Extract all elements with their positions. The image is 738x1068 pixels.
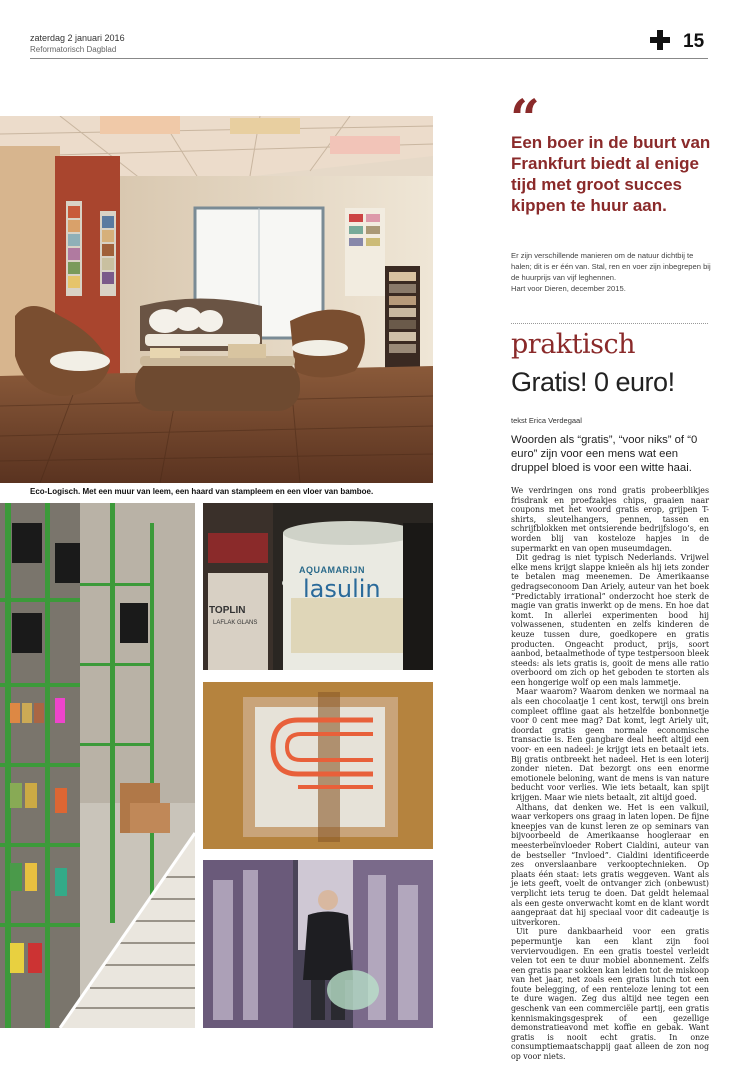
- article-paragraph: Dit gedrag is niet typisch Nederlands. Vrijwel elke mens krijgt slappe knieën als hij iets zonder te betalen mag meenemen. De Amerikaanse gedragseconoom Dan Ariely, auteur van het boek “Predictably irrational” onderzocht hoe sterk de magie van gratis inwerkt op de mens. En hoe dat komt. In allerlei experimenten bood hij volwassenen, studenten en zelfs kinderen de keuze tussen dure, goedkopere en gratis producten. Ongeacht product, prijs, soort aanbod, betaalmethode of type testpersoon bleek steeds: als iets gratis is, gooit de mens alle ratio overboord om zich op het geboden te storten als een hongerige wolf op een mals lammetje.: [511, 553, 709, 687]
- shop-aisle-illustration: [0, 503, 195, 1028]
- header-date: zaterdag 2 januari 2016: [30, 33, 125, 43]
- article-body: [511, 486, 709, 1062]
- section-kicker: praktisch: [511, 329, 636, 360]
- showroom-photo: [0, 116, 433, 483]
- article-paragraph: We verdringen ons rond gratis probeerblikjes frisdrank en proefzakjes chips, graaien naar coupons met het woord gratis erop, grijpen T-shirts, sleutelhangers, pennen, tassen en schrijfblokken met ontsierende bedrijfslogo’s, en worden blij van kosteloze hapjes in de supermarkt en van open museumdagen.: [511, 486, 709, 553]
- article-byline: tekst Erica Verdegaal: [511, 416, 582, 425]
- showroom-illustration: [0, 116, 433, 483]
- page-number: 15: [683, 31, 705, 52]
- clay-wall-illustration: [203, 682, 433, 849]
- article-paragraph: Althans, dat denken we. Het is een valkuil, waar verkopers ons graag in laten lopen. De fijne kneepjes van de kunst leren ze op seminars van bijvoorbeeld de Amerikaanse hoogleraar en meesterbeïnvloeder Robert Cialdini, auteur van de bestseller “Invloed”. Cialdini identificeerde zes onverslaanbare verkooptechnieken. Op plaats één staat: iets gratis weggeven. Want als je iets geeft, voelt de ontvanger zich (onbewust) verplicht iets terug te doen. Dat geldt helemaal als een geste onverwacht komt en de klant wordt aangepraat dat hij speciaal voor dit cadeautje is uitverkoren.: [511, 802, 709, 927]
- paint-can-brand: AQUAMARIJN: [299, 565, 366, 575]
- article-intro: Woorden als “gratis”, “voor niks” of “0 euro” zijn voor een mens wat een druppel bloed is voor een witte haai.: [511, 434, 698, 474]
- header-paper-name: Reformatorisch Dagblad: [30, 45, 117, 54]
- quote-source: [511, 250, 711, 294]
- photo-caption: Eco-Logisch. Met een muur van leem, een haard van stampleem en een vloer van bamboe.: [30, 487, 374, 496]
- quote-mark: “: [510, 89, 540, 150]
- paint-cans-photo: [203, 503, 433, 670]
- quote-source-reference: Hart voor Dieren, december 2015.: [511, 284, 626, 293]
- man-in-shop-photo: [203, 860, 433, 1028]
- quote-source-text: Er zijn verschillende manieren om de natuur dichtbij te halen; dit is er één van. Stal, ren en voer zijn inbegrepen bij de huurprijs van vijf leghennen.: [511, 251, 711, 282]
- header-divider: [30, 58, 708, 59]
- pull-quote: Een boer in de buurt van Frankfurt biedt al enige tijd met groot succes kippen te huur aan.: [511, 133, 711, 215]
- article-title: Gratis! 0 euro!: [511, 367, 675, 397]
- man-in-shop-illustration: [203, 860, 433, 1028]
- plus-logo-icon: [650, 30, 670, 50]
- article-paragraph: Uit pure dankbaarheid voor een gratis pepermuntje kan een klant zijn fooi verviervoudigen. En een gratis toestel verleidt velen tot een te duur mobiel abonnement. Zelfs een gratis paar sokken kan leiden tot de miskoop van het jaar, net zoals een gratis lunch tot een foute belegging, of een renteloze lening tot een te dure wagen. Zeg dus altijd nee tegen een geschenk van een commerciële partij, een gratis kennismakingsgesprek of een gezellige demonstratieavond met koffie en gebak. Want gratis is nooit echt gratis. In onze consumptiemaatschappij gaat alleen de zon nog op voor niets.: [511, 927, 709, 1062]
- clay-wall-photo: [203, 682, 433, 849]
- article-paragraph: Maar waarom? Waarom denken we normaal na als een chocolaatje 1 cent kost, terwijl ons brein compleet offline gaat als hetzelfde bonbonnetje voor 0 cent mee mag? Dat komt, legt Ariely uit, doordat gratis geen normale economische transactie is. Een gangbare deal heeft altijd een voor- en een nadeel: je krijgt iets en betaalt iets. Bij gratis ontbreekt het nadeel. Het is een loterij zonder nieten. Dat bezorgt ons een enorme emotionele beloning, want de mens is van nature beducht voor verlies. Wie iets betaalt, kan spijt krijgen. Maar wie niets betaalt, zit altijd goed.: [511, 687, 709, 802]
- section-divider: [511, 323, 708, 324]
- paint-can-product: lasulin: [303, 575, 381, 603]
- paint-can-left-sublabel: LAFLAK GLANS: [213, 620, 258, 626]
- shop-aisle-photo: [0, 503, 195, 1028]
- paint-can-left-label: TOPLIN: [209, 605, 246, 616]
